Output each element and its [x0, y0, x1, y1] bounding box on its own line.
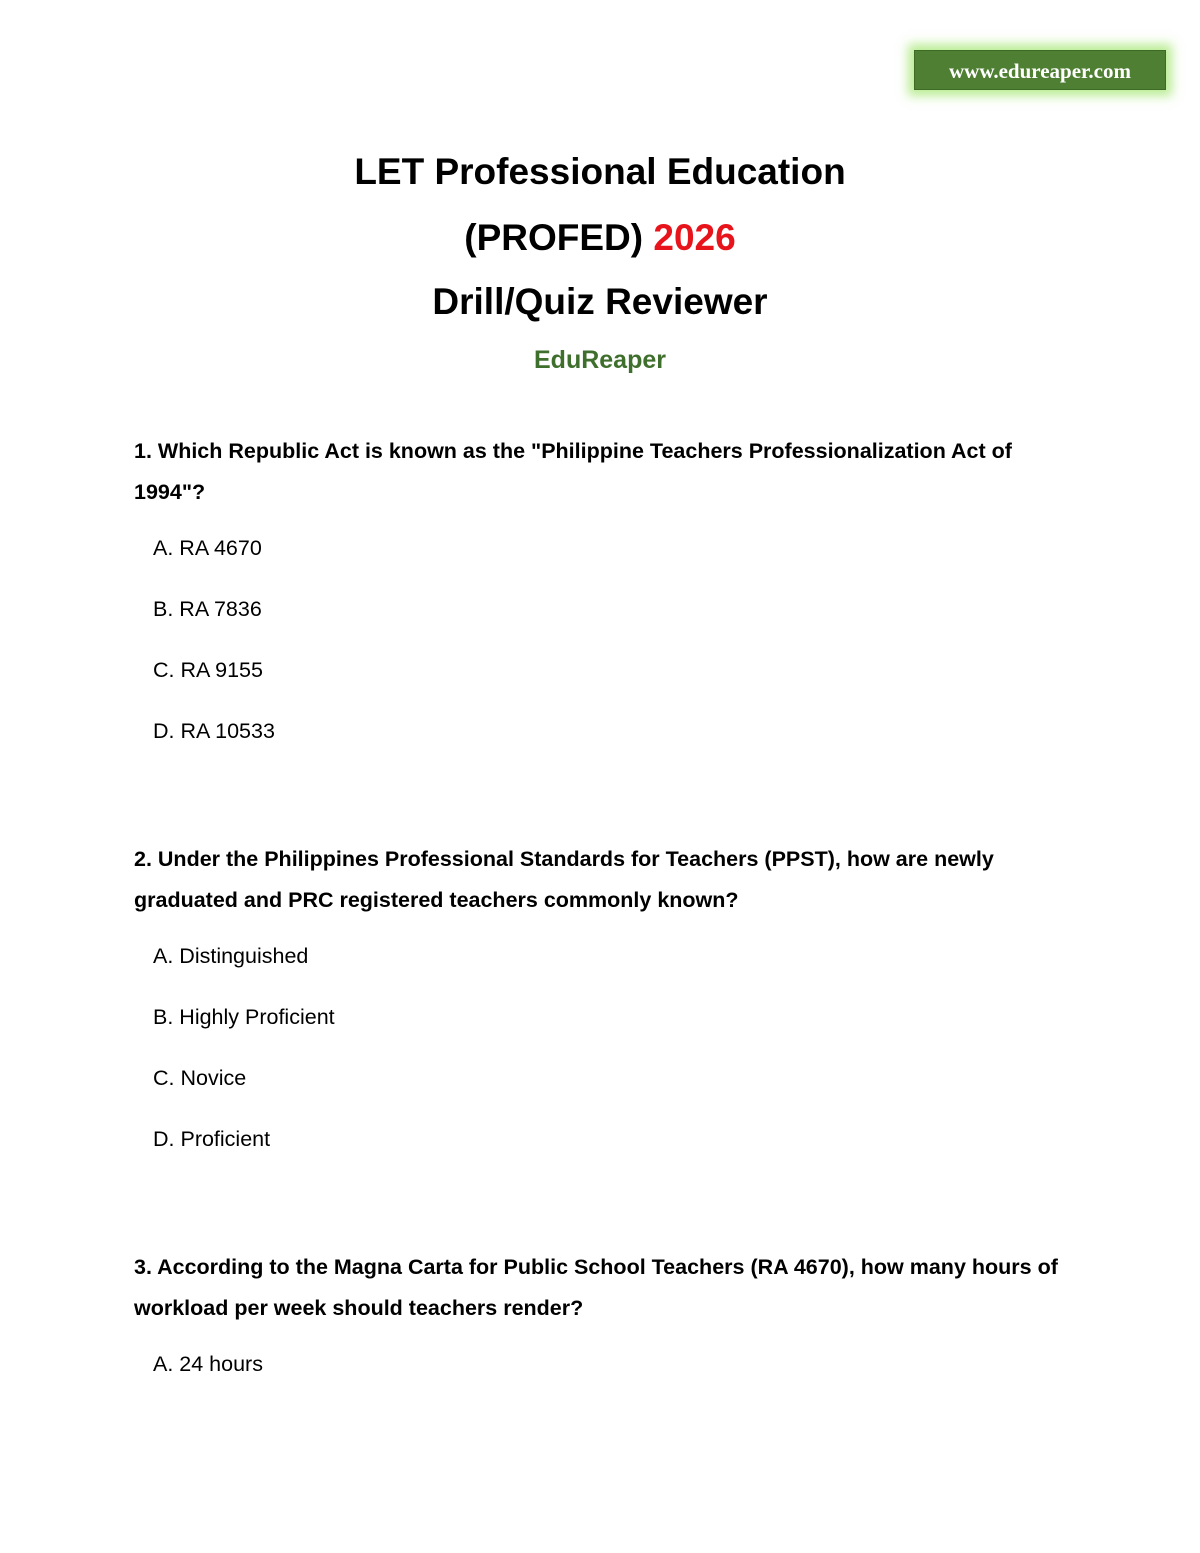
question-1	[134, 431, 1074, 771]
option-b[interactable]: B. RA 7836	[153, 597, 262, 621]
site-url-badge[interactable]: www.edureaper.com	[914, 50, 1166, 90]
option-d[interactable]: D. Proficient	[153, 1127, 271, 1151]
option-c[interactable]: C. RA 9155	[153, 658, 263, 682]
option-a[interactable]: A. RA 4670	[153, 536, 262, 560]
question-3	[134, 1247, 1074, 1404]
title-line-2	[0, 216, 1200, 260]
option-d[interactable]: D. RA 10533	[153, 719, 275, 743]
options-list	[134, 935, 1074, 1179]
title-line-3: Drill/Quiz Reviewer	[432, 281, 768, 322]
title-year: 2026	[653, 217, 736, 258]
question-text: 1. Which Republic Act is known as the "Philippine Teachers Professionalization Act of 1994"?	[134, 439, 1012, 504]
question-text: 2. Under the Philippines Professional Standards for Teachers (PPST), how are newly graduated and PRC registered teachers commonly known?	[134, 847, 994, 912]
title-line-1: LET Professional Education	[354, 151, 846, 192]
options-list	[134, 1343, 1074, 1404]
title-profed: (PROFED)	[464, 217, 654, 258]
option-a[interactable]: A. Distinguished	[153, 944, 309, 968]
option-a[interactable]: A. 24 hours	[153, 1352, 263, 1376]
options-list	[134, 527, 1074, 771]
question-text: 3. According to the Magna Carta for Public School Teachers (RA 4670), how many hours of workload per week should teachers render?	[134, 1255, 1058, 1320]
question-2	[134, 839, 1074, 1179]
brand-name: EduReaper	[534, 346, 666, 374]
option-b[interactable]: B. Highly Proficient	[153, 1005, 335, 1029]
option-c[interactable]: C. Novice	[153, 1066, 247, 1090]
